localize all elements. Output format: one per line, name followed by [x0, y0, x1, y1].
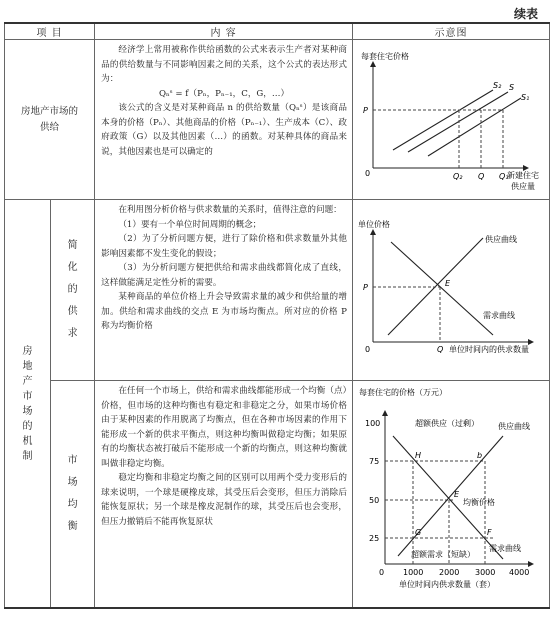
q-label: Q: [436, 345, 444, 354]
simplified-label: 简化的供求: [51, 200, 95, 381]
y-tick-100: 100: [364, 419, 381, 428]
q2-label: Q₂: [452, 172, 463, 181]
supply-label: 房地产市场的供给: [5, 40, 95, 200]
supply-row: [5, 40, 550, 200]
e-label: E: [453, 490, 459, 499]
x-tick-1000: 1000: [402, 568, 424, 577]
paragraph: 某种商品的单位价格上升会导致需求量的减少和供给量的增加。供给和需求曲线的交点 E 为市场均衡点。所对应的价格 P 称为均衡价格: [101, 292, 347, 331]
supply-curve-s: [408, 92, 508, 152]
demand-label: 需求曲线: [482, 311, 515, 320]
x-label: 单位时间内供求数量（套）: [398, 580, 495, 589]
x-tick-2000: 2000: [438, 568, 460, 577]
supply-label: 供应曲线: [484, 235, 517, 244]
supply-diagram-cell: [352, 40, 549, 200]
origin-label: 0: [364, 345, 371, 354]
p-label: P: [362, 106, 368, 115]
surplus-label: 超额供应（过剩）: [414, 419, 479, 428]
y-tick-50: 50: [368, 496, 380, 505]
equilibrium-label: 市场均衡: [51, 381, 95, 609]
x-tick-3000: 3000: [474, 568, 496, 577]
supply-curve-s1: [428, 98, 521, 156]
simplified-row: [5, 200, 550, 381]
y-tick-75: 75: [368, 457, 380, 466]
e-label: E: [444, 279, 450, 288]
header-content: 内 容: [95, 23, 353, 40]
mechanism-label: 房地产市场的机制: [5, 200, 51, 609]
equilibrium-price-label: 均衡价格: [462, 498, 495, 507]
paragraph: 稳定均衡和非稳定均衡之间的区别可以用两个受力变形后的球来说明，一个球是硬橡皮球，其受压后会变形，但压力消除后能恢复原状；另一个球是橡皮泥制作的球，其受压后也会变形，但压力撤销后不能再恢复原状: [101, 473, 347, 527]
paragraph: （1）要有一个单位时间周期的概念；: [118, 219, 262, 230]
q1-label: Q₁: [498, 172, 509, 181]
x-label: 单位时间内的供求数量: [448, 345, 529, 354]
origin-label: 0: [364, 169, 371, 178]
x-label-2: 供应量: [510, 182, 535, 191]
simplified-diagram-cell: [352, 200, 549, 381]
f-label: F: [486, 528, 492, 537]
p-label: P: [362, 283, 368, 292]
y-label: 每套住宅的价格（万元）: [358, 388, 447, 397]
supply-text: [95, 40, 353, 200]
s1-label: S₁: [520, 93, 530, 102]
y-tick-25: 25: [368, 534, 380, 543]
demand-curve: [391, 242, 493, 335]
x-label-1: 新建住宅: [506, 171, 539, 180]
b-label: b: [476, 451, 483, 460]
supply-shift-chart: [353, 40, 541, 195]
s-label: S: [508, 83, 515, 92]
market-equilibrium-chart: [353, 381, 541, 603]
y-label: 单位价格: [357, 220, 390, 229]
g-label: G: [414, 528, 422, 537]
equilibrium-diagram-cell: [352, 381, 549, 609]
s2-label: S₂: [492, 81, 502, 90]
x-tick-0: 0: [378, 568, 385, 577]
header-item: 项 目: [5, 23, 95, 40]
paragraph: （2）为了分析问题方便，进行了除价格和供求数量外其他影响因素都不发生变化的假设；: [101, 234, 347, 259]
supply-demand-chart: [353, 200, 541, 375]
demand-curve-label: 需求曲线: [488, 544, 521, 553]
header-row: [5, 23, 550, 40]
y-label: 每套住宅价格: [360, 52, 409, 61]
paragraph: 在任何一个市场上，供给和需求曲线都能形成一个均衡（点）价格，但市场的这种均衡也有稳定和非稳定之分，如果市场价格由于某种因素的作用脱离了均衡点，但在各种市场因素的作用下能形成一个新的供求平衡点，则这种均衡叫做稳定均衡；如果原有的均衡状态被打破后不能形成一个新的均衡点，则这种均衡就叫做非稳定均衡。: [101, 386, 347, 469]
paragraph: （3）为分析问题方便把供给和需求曲线都简化成了直线，这样做能满足定性分析的需要。: [101, 263, 347, 288]
content-table: [4, 22, 550, 609]
paragraph: 该公式的含义是对某种商品 n 的供给数量（Qₙˢ）是该商品本身的价格（Pₙ）、其他商品的价格（Pₙ₋₁）、生产成本（C）、政府政策（G）以及其他因素（…）的函数。对某种具体的商品来说，其他因素也是可以确定的: [101, 103, 347, 157]
header-diagram: 示意图: [352, 23, 549, 40]
equilibrium-text: [95, 381, 353, 609]
continued-label: 续表: [513, 7, 538, 21]
simplified-text: [95, 200, 353, 381]
shortage-label: 超额需求（短缺）: [410, 550, 475, 559]
q-label: Q: [477, 172, 485, 181]
paragraph: 在利用图分析价格与供求数量的关系时，值得注意的问题：: [118, 205, 342, 215]
supply-curve-s2: [393, 90, 493, 150]
paragraph: 经济学上常用被称作供给函数的公式来表示生产者对某种商品的供给数量与不同影响因素之间的关系，这个公式的表达形式为：: [101, 45, 347, 84]
formula: Qₙˢ = f（Pₙ，Pₙ₋₁，C，G，…）: [158, 88, 290, 99]
h-label: H: [414, 451, 421, 460]
supply-curve-label: 供应曲线: [497, 422, 530, 431]
x-tick-4000: 4000: [508, 568, 530, 577]
equilibrium-row: [5, 381, 550, 609]
